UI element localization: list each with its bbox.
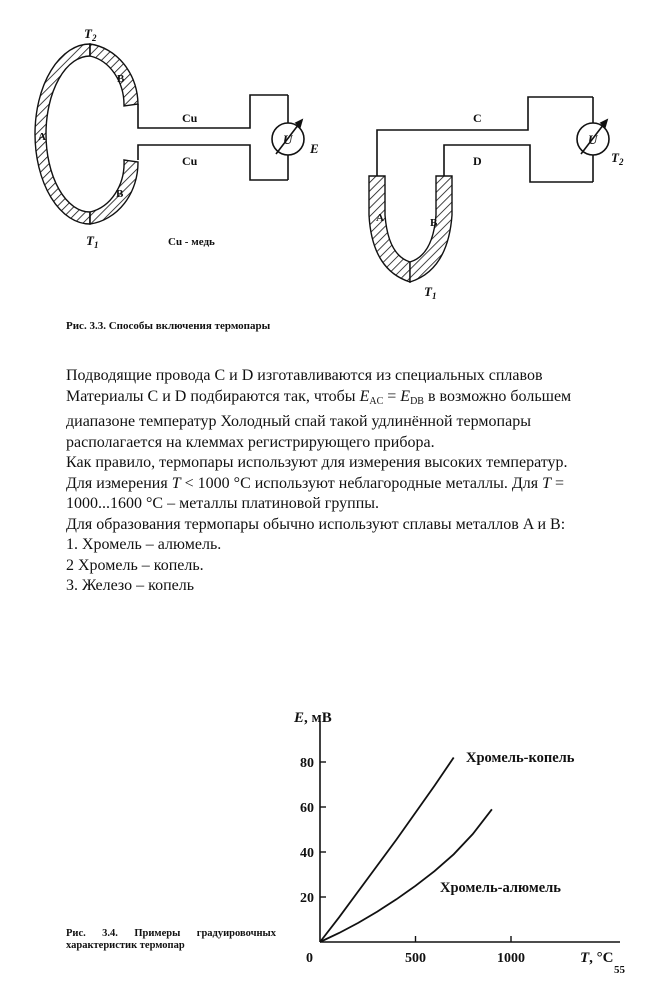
left-t1-label: $T_1$ bbox=[86, 233, 99, 250]
ring-material-b-bottom bbox=[90, 160, 138, 224]
left-emf-label: E bbox=[310, 141, 319, 156]
page-number: 55 bbox=[614, 964, 625, 976]
ring-material-b-top bbox=[90, 44, 138, 106]
paragraph-4: Для измерения T < 1000 °C используют неблагородные металлы. Для T = 1000...1600 °C – металлы платиновой группы. bbox=[66, 474, 565, 512]
right-a-label: A bbox=[376, 212, 384, 224]
y-tick-label: 60 bbox=[300, 801, 314, 816]
left-b-bottom-label: B bbox=[116, 188, 124, 200]
series-line-1 bbox=[320, 758, 454, 943]
x-tick-label: 1000 bbox=[497, 951, 525, 965]
left-wire-top-label: Cu bbox=[182, 111, 198, 125]
series-label-1: Хромель-копель bbox=[466, 750, 575, 766]
right-wire-top-label: C bbox=[473, 111, 482, 125]
list-item: 3. Железо – копель bbox=[66, 577, 195, 594]
u-material-a bbox=[369, 176, 410, 282]
left-b-top-label: B bbox=[117, 73, 125, 85]
right-meter-label: U bbox=[588, 132, 598, 147]
alloy-list bbox=[66, 535, 614, 597]
series-line-2 bbox=[320, 809, 492, 942]
left-t2-label: $T_2$ bbox=[84, 26, 97, 43]
series-label-2: Хромель-алюмель bbox=[440, 880, 561, 896]
figure-3-4-chart bbox=[280, 700, 651, 965]
right-t2-label: $T_2$ bbox=[611, 150, 624, 167]
x-axis-label: T, °C bbox=[580, 950, 614, 965]
right-wires bbox=[377, 97, 609, 182]
figure-3-3-diagram bbox=[0, 0, 671, 320]
right-wire-bottom-label: D bbox=[473, 154, 482, 168]
y-tick-label: 80 bbox=[300, 756, 314, 771]
paragraph-1: Подводящие провода C и D изготавливаются из специальных сплавов bbox=[66, 367, 543, 384]
list-item: 1. Хромель – алюмель. bbox=[66, 536, 222, 553]
right-t1-label: $T_1$ bbox=[424, 284, 437, 301]
left-meter-label: U bbox=[283, 132, 293, 147]
u-material-b bbox=[410, 176, 452, 282]
list-item: 2 Хромель – копель. bbox=[66, 556, 204, 574]
x-tick-label: 0 bbox=[306, 951, 313, 965]
paragraph-5: Для образования термопары обычно используют сплавы металлов A и B: bbox=[66, 515, 566, 533]
figure-3-3-caption: Рис. 3.3. Способы включения термопары bbox=[66, 320, 271, 332]
figure-3-4-caption: Рис. 3.4. Примеры градуировочных характеристик термопар bbox=[66, 928, 276, 951]
right-thermocouple-u bbox=[369, 176, 452, 282]
paragraph-3: Как правило, термопары используют для измерения высоких температур. bbox=[66, 454, 568, 471]
y-tick-label: 40 bbox=[300, 846, 314, 861]
left-note-label: Cu - медь bbox=[168, 236, 215, 248]
y-axis-label: E, мВ bbox=[294, 710, 332, 726]
right-b-label: B bbox=[430, 217, 438, 229]
x-tick-label: 500 bbox=[405, 951, 426, 965]
left-a-label: A bbox=[38, 131, 46, 143]
left-wires bbox=[138, 95, 304, 180]
paragraph-2: Материалы C и D подбираются так, чтобы $E_{AC} = E_{DB}$ в возможно большем диапазоне температур Холодный спай такой удлинённой термопары располагается на клеммах регистрирующего прибора. bbox=[66, 387, 572, 451]
body-text bbox=[66, 366, 614, 597]
left-wire-bottom-label: Cu bbox=[182, 154, 198, 168]
y-tick-label: 20 bbox=[300, 891, 314, 906]
